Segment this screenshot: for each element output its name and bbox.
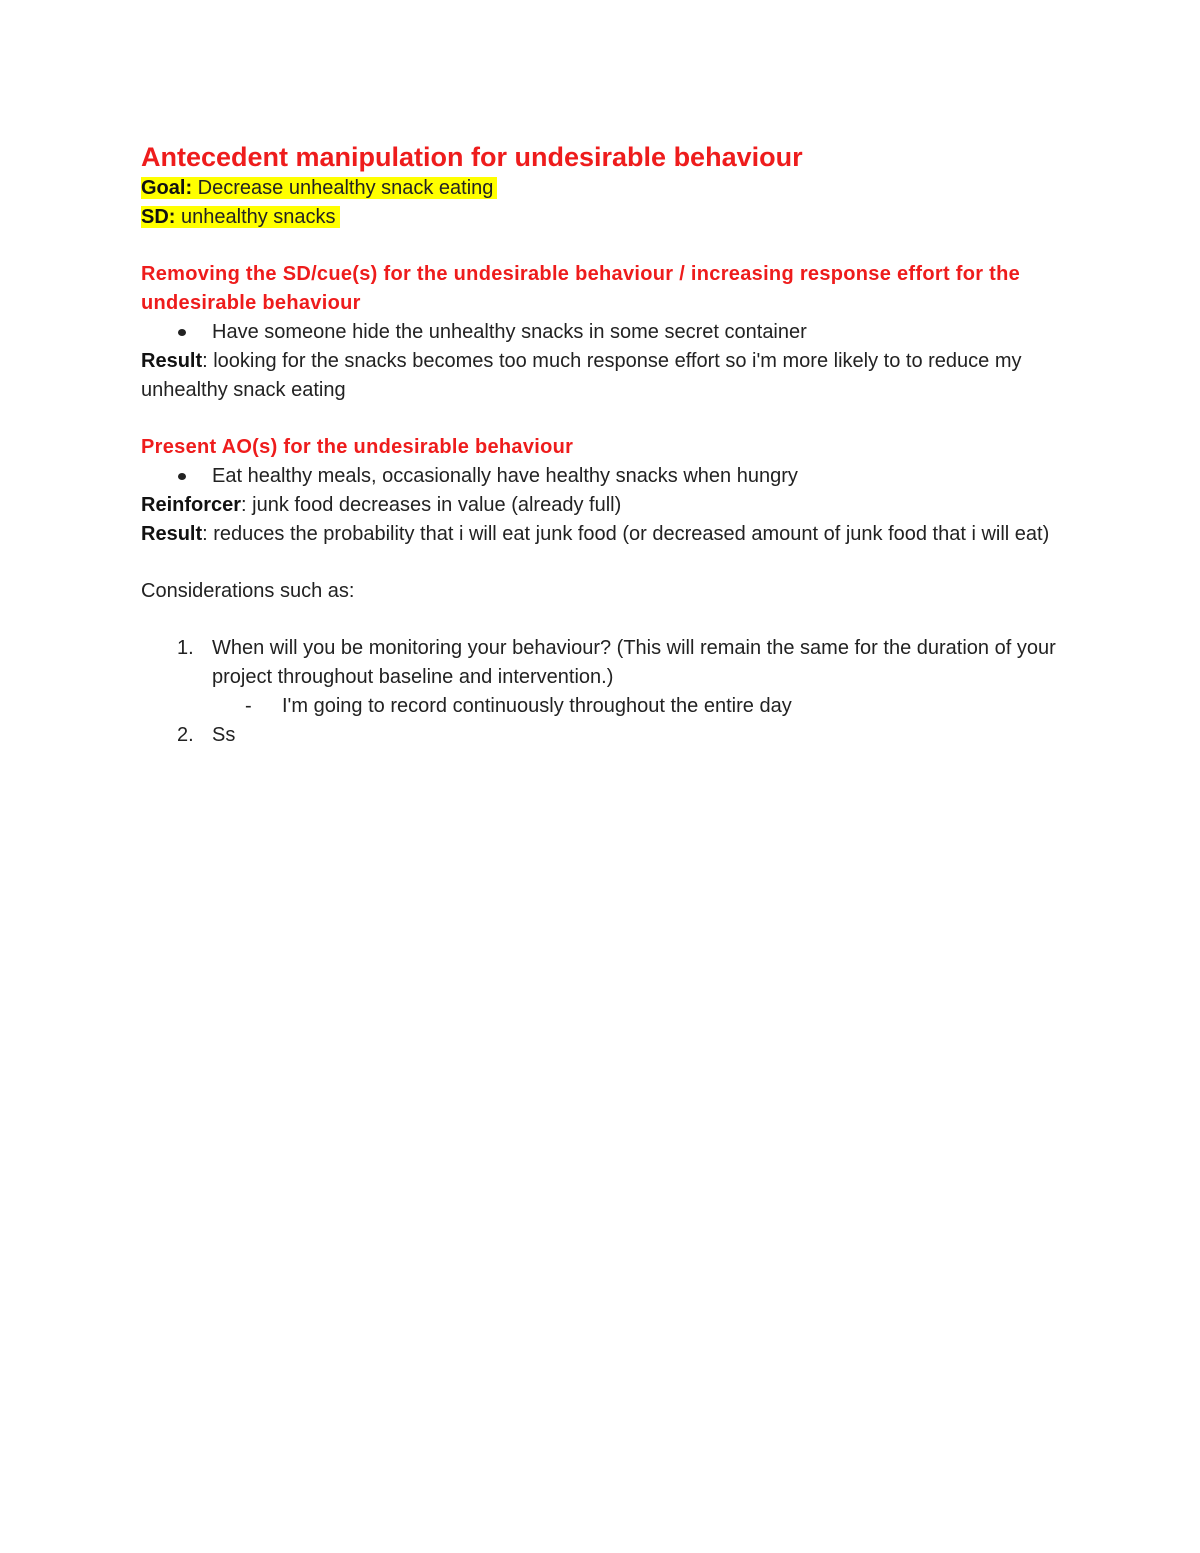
sd-text: unhealthy snacks — [175, 206, 336, 228]
considerations-intro: Considerations such as: — [141, 580, 355, 602]
list-item — [141, 462, 1070, 491]
sd-label: SD: — [141, 206, 176, 228]
section-2-reinforcer — [141, 491, 1070, 520]
spacer — [141, 405, 1070, 433]
reinforcer-label: Reinforcer — [141, 494, 242, 516]
result-text: : reduces the probability that i will eat junk food (or decreased amount of junk food that i will eat) — [202, 523, 1050, 545]
list-item — [141, 318, 1070, 347]
numbered-item-2 — [141, 721, 1070, 750]
item-text: When will you be monitoring your behaviour? (This will remain the same for the duration of your project throughout baseline and intervention.) — [212, 637, 1056, 688]
sd-line — [141, 203, 1070, 232]
sub-item — [141, 692, 1070, 721]
sub-item-text: I'm going to record continuously throughout the entire day — [282, 695, 792, 717]
spacer — [141, 232, 1070, 260]
item-text: Ss — [212, 724, 236, 746]
bullet-icon — [178, 329, 186, 336]
result-label: Result — [141, 523, 203, 545]
section-1-heading: Removing the SD/cue(s) for the undesirable behaviour / increasing response effort for the undesirable behaviour — [141, 263, 1021, 314]
spacer — [141, 549, 1070, 577]
goal-line — [141, 174, 1070, 203]
result-text: : looking for the snacks becomes too much response effort so i'm more likely to to reduce my unhealthy snack eating — [141, 350, 1022, 401]
list-item-text: Eat healthy meals, occasionally have healthy snacks when hungry — [212, 465, 798, 487]
list-item-text: Have someone hide the unhealthy snacks in some secret container — [212, 321, 807, 343]
section-1-result — [141, 347, 1070, 405]
spacer — [141, 606, 1070, 634]
goal-text: Decrease unhealthy snack eating — [192, 177, 494, 199]
item-number: 2. — [177, 724, 194, 746]
dash-marker: - — [245, 695, 252, 717]
goal-label: Goal: — [141, 177, 193, 199]
bullet-icon — [178, 473, 186, 480]
reinforcer-text: : junk food decreases in value (already full) — [241, 494, 622, 516]
result-label: Result — [141, 350, 203, 372]
document-title: Antecedent manipulation for undesirable behaviour — [141, 142, 803, 172]
section-2-result — [141, 520, 1070, 549]
numbered-item-1 — [141, 634, 1070, 692]
section-2-heading: Present AO(s) for the undesirable behaviour — [141, 436, 574, 458]
sd-highlight — [141, 206, 340, 228]
goal-highlight — [141, 177, 497, 199]
item-number: 1. — [177, 637, 194, 659]
